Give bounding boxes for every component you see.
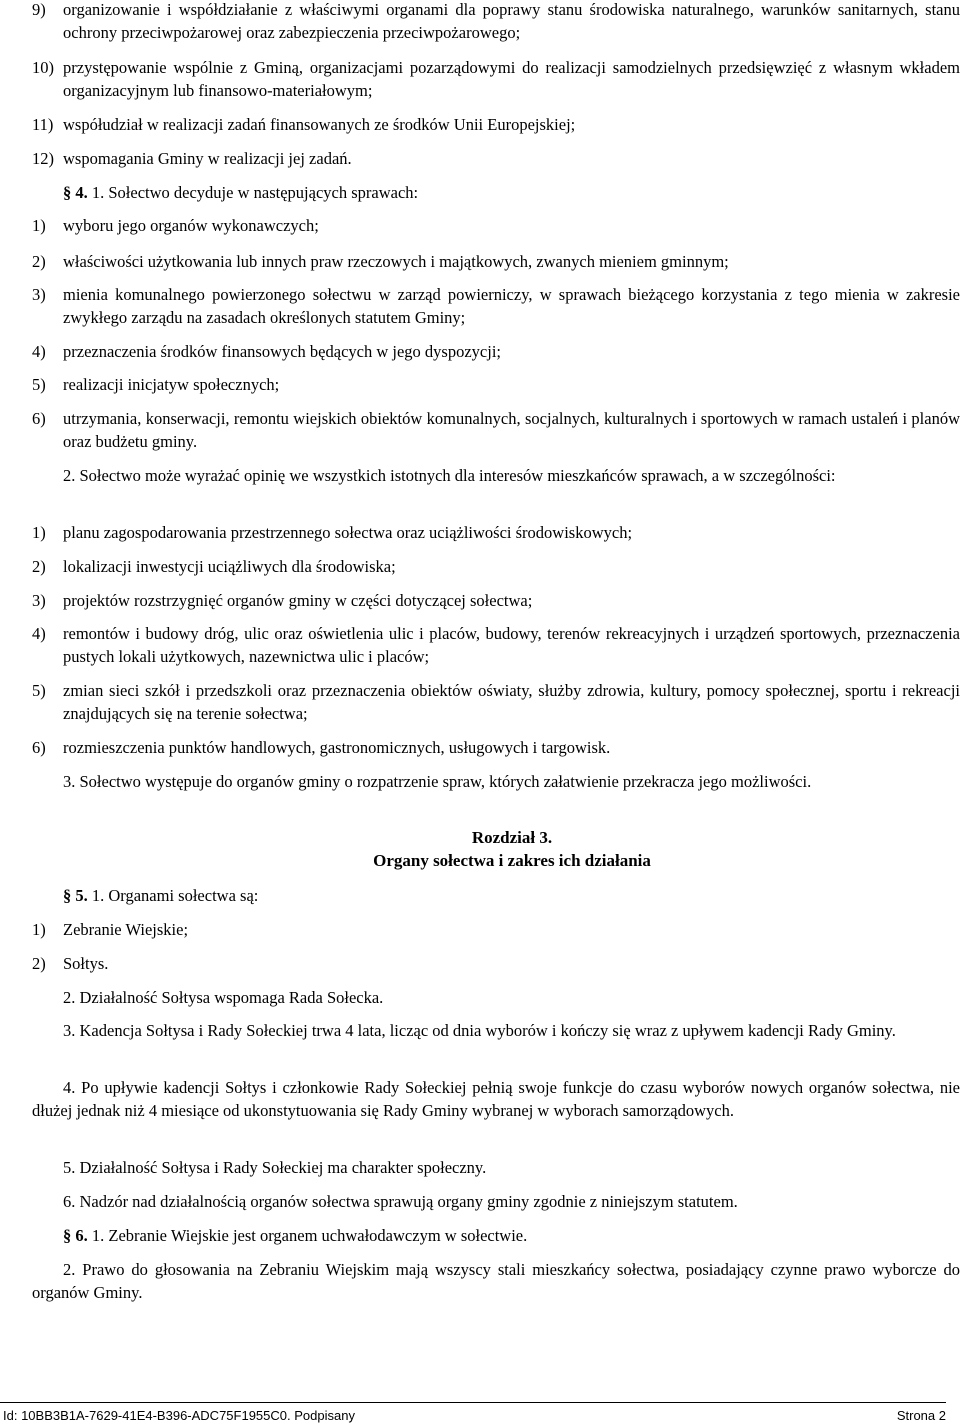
paragraph: 2. Działalność Sołtysa wspomaga Rada Sołecka. <box>63 988 384 1007</box>
item-text: realizacji inicjatyw społecznych; <box>63 375 280 394</box>
section-6-intro <box>63 1224 527 1247</box>
chapter-subtitle: Organy sołectwa i zakres ich działania <box>373 851 651 870</box>
list-item <box>32 952 960 975</box>
item-number: 12) <box>32 149 54 168</box>
item-text: Sołtys. <box>63 954 109 973</box>
item-number: 1) <box>32 920 46 939</box>
list-item <box>32 113 960 136</box>
page-number: Strona 2 <box>896 1408 946 1423</box>
item-text: właściwości użytkowania lub innych praw rzeczowych i majątkowych, zwanych mieniem gminnym; <box>63 252 729 271</box>
item-text: mienia komunalnego powierzonego sołectwu w zarząd powierniczy, w sprawach bieżącego korzystania z tego mienia w zakresie zwykłego zarządu na zasadach określonych statutem Gminy; <box>63 285 960 327</box>
paragraph: 2. Prawo do głosowania na Zebraniu Wiejskim mają wszyscy stali mieszkańcy sołectwa, posiadający czynne prawo wyborcze do organów Gminy. <box>32 1260 960 1302</box>
section-sign: § <box>63 183 72 202</box>
list-item <box>32 679 960 725</box>
list-item <box>32 589 960 612</box>
list-item <box>32 56 960 102</box>
item-text: utrzymania, konserwacji, remontu wiejskich obiektów komunalnych, socjalnych, kulturalnych i sportowych w ramach ustaleń i planów oraz budżetu gminy. <box>63 409 960 451</box>
section-number: 5. <box>75 886 88 905</box>
item-number: 1) <box>32 216 46 235</box>
list-item <box>32 147 960 170</box>
paragraph: 3. Kadencja Sołtysa i Rady Sołeckiej trwa 4 lata, licząc od dnia wyborów i kończy się wraz z upływem kadencji Rady Gminy. <box>63 1021 896 1040</box>
item-text: organizowanie i współdziałanie z właściwymi organami dla poprawy stanu środowiska naturalnego, warunków sanitarnych, stanu ochrony przeciwpożarowej oraz zabezpieczenia przeciwpożarowego; <box>63 0 960 42</box>
item-number: 3) <box>32 591 46 610</box>
paragraph: 6. Nadzór nad działalnością organów sołectwa sprawują organy gminy zgodnie z niniejszym statutem. <box>63 1192 738 1211</box>
item-number: 9) <box>32 0 46 19</box>
section-5-intro <box>63 884 258 907</box>
footer-divider <box>0 1402 946 1403</box>
item-text: lokalizacji inwestycji uciążliwych dla środowiska; <box>63 557 396 576</box>
item-number: 10) <box>32 58 54 77</box>
section-sign: § <box>63 886 72 905</box>
list-item <box>32 736 960 759</box>
item-number: 2) <box>32 557 46 576</box>
section-intro-text: 1. Organami sołectwa są: <box>91 886 259 905</box>
document-id: Id: 10BB3B1A-7629-41E4-B396-ADC75F1955C0. Podpisany <box>3 1408 355 1423</box>
list-item <box>32 918 960 941</box>
item-text: wspomagania Gminy w realizacji jej zadań. <box>63 149 352 168</box>
item-number: 6) <box>32 738 46 757</box>
item-number: 5) <box>32 681 46 700</box>
item-text: projektów rozstrzygnięć organów gminy w części dotyczącej sołectwa; <box>63 591 533 610</box>
item-text: Zebranie Wiejskie; <box>63 920 189 939</box>
chapter-title: Rozdział 3. <box>471 828 553 847</box>
section-number: 4. <box>75 183 88 202</box>
list-item <box>32 407 960 453</box>
item-text: zmian sieci szkół i przedszkoli oraz przeznaczenia obiektów oświaty, służby zdrowia, kultury, pomocy społecznej, sportu i rekreacji znajdujących się na terenie sołectwa; <box>63 681 960 723</box>
list-item <box>32 283 960 329</box>
list-item <box>32 214 960 237</box>
paragraph: 3. Sołectwo występuje do organów gminy o rozpatrzenie spraw, których załatwienie przekracza jego możliwości. <box>63 772 812 791</box>
item-text: współudział w realizacji zadań finansowanych ze środków Unii Europejskiej; <box>63 115 576 134</box>
section-4-intro <box>63 181 418 204</box>
list-item <box>32 555 960 578</box>
item-text: rozmieszczenia punktów handlowych, gastronomicznych, usługowych i targowisk. <box>63 738 611 757</box>
section-intro-text: 1. Sołectwo decyduje w następujących sprawach: <box>91 183 419 202</box>
item-text: planu zagospodarowania przestrzennego sołectwa oraz uciążliwości środowiskowych; <box>63 523 633 542</box>
list-item <box>32 340 960 363</box>
item-number: 6) <box>32 409 46 428</box>
item-number: 4) <box>32 342 46 361</box>
item-text: przystępowanie wspólnie z Gminą, organizacjami pozarządowymi do realizacji samodzielnych przedsięwzięć z własnym wkładem organizacyjnym lub finansowo-materiałowym; <box>63 58 960 100</box>
item-number: 5) <box>32 375 46 394</box>
item-number: 11) <box>32 115 54 134</box>
item-number: 1) <box>32 523 46 542</box>
list-item <box>32 0 960 44</box>
item-number: 3) <box>32 285 46 304</box>
list-item <box>32 373 960 396</box>
section-intro-text: 1. Zebranie Wiejskie jest organem uchwałodawczym w sołectwie. <box>91 1226 528 1245</box>
paragraph: 5. Działalność Sołtysa i Rady Sołeckiej ma charakter społeczny. <box>63 1158 487 1177</box>
item-text: remontów i budowy dróg, ulic oraz oświetlenia ulic i placów, budowy, terenów rekreacyjnych i urządzeń sportowych, przeznaczenia pustych lokali użytkowych, nazewnictwa ulic i placów; <box>63 624 960 666</box>
list-item <box>32 521 960 544</box>
item-number: 2) <box>32 954 46 973</box>
paragraph: 2. Sołectwo może wyrażać opinię we wszystkich istotnych dla interesów mieszkańców sprawach, a w szczególności: <box>63 466 836 485</box>
item-number: 4) <box>32 624 46 643</box>
item-text: wyboru jego organów wykonawczych; <box>63 216 319 235</box>
paragraph: 4. Po upływie kadencji Sołtys i członkowie Rady Sołeckiej pełnią swoje funkcje do czasu wyborów nowych organów sołectwa, nie dłużej jednak niż 4 miesiące od ukonstytuowania się Rady Gminy wybranej w wyborach samorządowych. <box>32 1078 960 1120</box>
item-number: 2) <box>32 252 46 271</box>
item-text: przeznaczenia środków finansowych będących w jego dyspozycji; <box>63 342 501 361</box>
list-item <box>32 622 960 668</box>
section-number: 6. <box>75 1226 88 1245</box>
list-item <box>32 250 960 273</box>
section-sign: § <box>63 1226 72 1245</box>
